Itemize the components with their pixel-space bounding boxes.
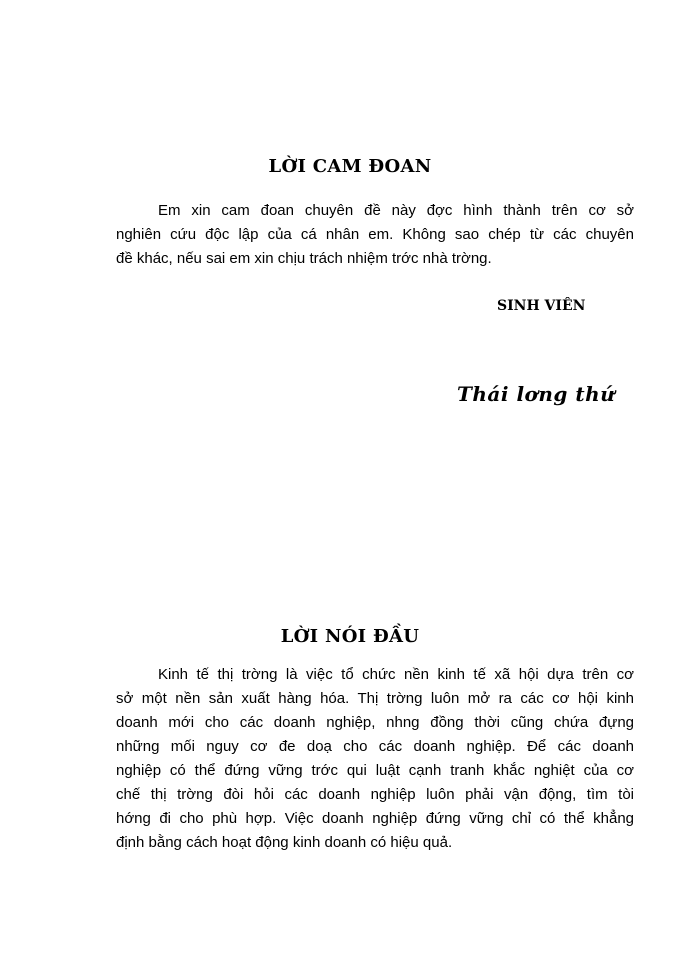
handwritten-signature: Thái lơng thứ [457, 382, 616, 406]
foreword-line: Kinh tế thị trờng là việc tổ chức nền kinh tế xã hội dựa trên cơ [158, 666, 634, 683]
foreword-line: chế thị trờng đòi hỏi các doanh nghiệp luôn phải vận động, tìm tòi [116, 786, 634, 803]
foreword-title: LỜI NÓI ĐẦU [280, 626, 420, 647]
foreword-line: những mối nguy cơ đe doạ cho các doanh nghiệp. Để các doanh [116, 738, 634, 755]
foreword-paragraph [116, 663, 634, 855]
signer-label: SINH VIÊN [497, 298, 586, 314]
foreword-line: hớng đi cho phù hợp. Việc doanh nghiệp đứng vững chỉ có thể khẳng [116, 810, 634, 827]
foreword-line: nghiệp có thể đứng vững trớc qui luật cạnh tranh khắc nghiệt của cơ [116, 762, 634, 779]
commitment-line: đề khác, nếu sai em xin chịu trách nhiệm trớc nhà trờng. [116, 250, 492, 267]
commitment-line: Em xin cam đoan chuyên đề này đợc hình thành trên cơ sở [158, 202, 634, 219]
foreword-line: sở một nền sản xuất hàng hóa. Thị trờng luôn mở ra các cơ hội kinh [116, 690, 634, 707]
foreword-line: doanh mới cho các doanh nghiệp, nhng đồng thời cũng chứa đựng [116, 714, 634, 731]
foreword-line: định bằng cách hoạt động kinh doanh có hiệu quả. [116, 834, 453, 851]
commitment-line: nghiên cứu độc lập của cá nhân em. Không sao chép từ các chuyên [116, 226, 634, 243]
commitment-paragraph [116, 199, 634, 271]
commitment-title: LỜI CAM ĐOAN [268, 156, 432, 177]
